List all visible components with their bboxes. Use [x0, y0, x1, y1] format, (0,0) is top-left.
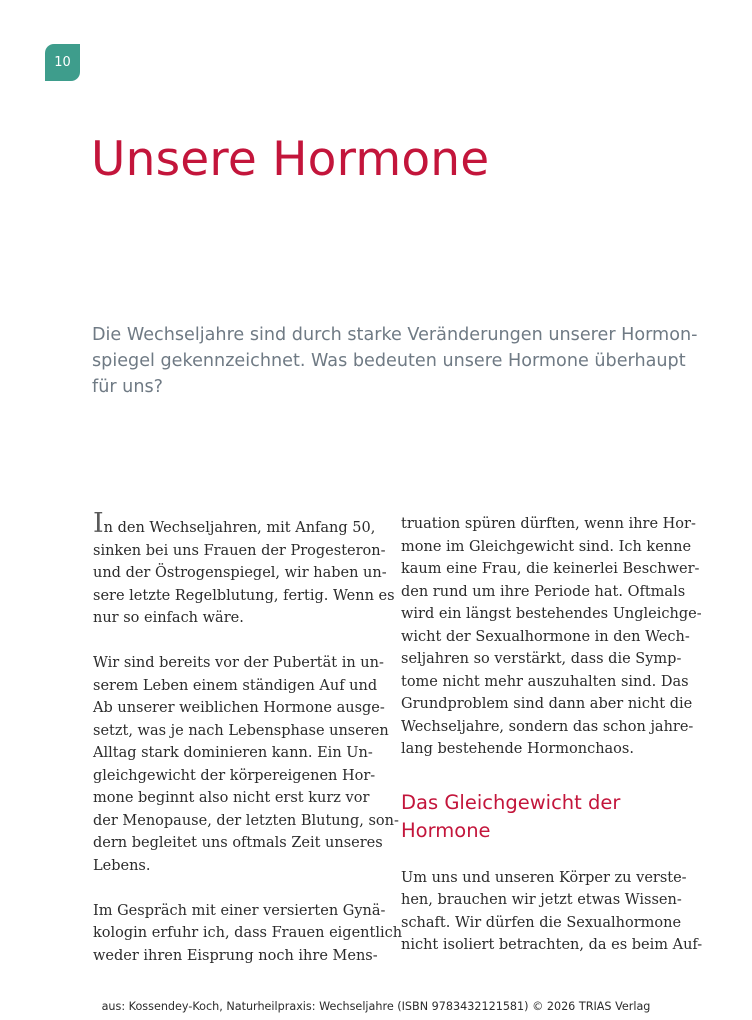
text-line: nicht isoliert betrachten, da es beim Auf-	[401, 937, 703, 953]
text-line: Lebens.	[93, 857, 151, 874]
text-line-rest: n den Wechseljahren, mit Anfang 50,	[103, 520, 376, 536]
body-paragraph	[401, 513, 702, 761]
text-line: sinken bei uns Frauen der Progesteron-	[93, 542, 386, 559]
subheading-line: Hormone	[401, 818, 491, 842]
text-line: Um uns und unseren Körper zu verste-	[401, 869, 687, 886]
text-line: sere letzte Regelblutung, fertig. Wenn es	[93, 587, 395, 604]
body-paragraph	[93, 652, 399, 877]
opening-paragraph	[93, 508, 395, 630]
text-line: wicht der Sexualhormone in den Wech-	[401, 628, 690, 645]
text-line: nur so einfach wäre.	[93, 610, 244, 626]
text-line: schaft. Wir dürfen die Sexualhormone	[401, 914, 682, 931]
text-line: Grundproblem sind dann aber nicht die	[401, 696, 693, 712]
text-line: hen, brauchen wir jetzt etwas Wissen-	[401, 892, 682, 908]
text-line: mone beginnt also nicht erst kurz vor	[93, 790, 370, 806]
text-line: setzt, was je nach Lebensphase unseren	[93, 722, 389, 739]
body-paragraph	[401, 867, 703, 957]
source-footer: aus: Kossendey-Koch, Naturheilpraxis: Wechseljahre (ISBN 9783432121581) © 2026 TRIAS Verlag	[101, 1000, 651, 1013]
text-line: Wechseljahre, sondern das schon jahre-	[401, 718, 694, 735]
intro-line: spiegel gekennzeichnet. Was bedeuten unsere Hormone überhaupt	[92, 351, 686, 371]
text-line: und der Östrogenspiegel, wir haben un-	[93, 565, 387, 581]
text-line: dern begleitet uns oftmals Zeit unseres	[93, 835, 383, 851]
text-line: der Menopause, der letzten Blutung, son-	[93, 812, 399, 829]
text-line: den rund um ihre Periode hat. Oftmals	[401, 583, 686, 600]
chapter-title: Unsere Hormone	[91, 132, 490, 187]
text-line: kaum eine Frau, die keinerlei Beschwer-	[401, 561, 700, 577]
intro-line: Die Wechseljahre sind durch starke Veränderungen unserer Hormon-	[92, 325, 698, 345]
body-paragraph	[93, 900, 403, 968]
page-number-badge: 10	[45, 44, 80, 81]
text-line: serem Leben einem ständigen Auf und	[93, 677, 378, 694]
text-line: gleichgewicht der körpereigenen Hor-	[93, 767, 376, 784]
right-text-column	[401, 513, 703, 979]
text-line: Wir sind bereits vor der Pubertät in un-	[93, 655, 384, 671]
text-line: Alltag stark dominieren kann. Ein Un-	[93, 745, 373, 761]
text-line: truation spüren dürften, wenn ihre Hor-	[401, 516, 696, 532]
section-subheading	[401, 789, 691, 845]
text-line: seljahren so verstärkt, dass die Symp-	[401, 651, 682, 667]
left-text-column	[93, 508, 403, 990]
text-line	[93, 508, 378, 540]
subheading-line: Das Gleichgewicht der	[401, 790, 621, 814]
text-line: tome nicht mehr auszuhalten sind. Das	[401, 673, 689, 690]
text-line: kologin erfuhr ich, dass Frauen eigentlich	[93, 925, 403, 941]
text-line: mone im Gleichgewicht sind. Ich kenne	[401, 538, 692, 555]
text-line: lang bestehende Hormonchaos.	[401, 741, 634, 757]
intro-paragraph	[92, 322, 698, 400]
text-line: Im Gespräch mit einer versierten Gynä-	[93, 902, 386, 919]
text-line: weder ihren Eisprung noch ihre Mens-	[93, 947, 378, 964]
drop-cap: I	[93, 508, 104, 539]
text-line: Ab unserer weiblichen Hormone ausge-	[93, 700, 385, 716]
intro-line: für uns?	[92, 377, 163, 397]
text-line: wird ein längst bestehendes Ungleichge-	[401, 606, 702, 622]
